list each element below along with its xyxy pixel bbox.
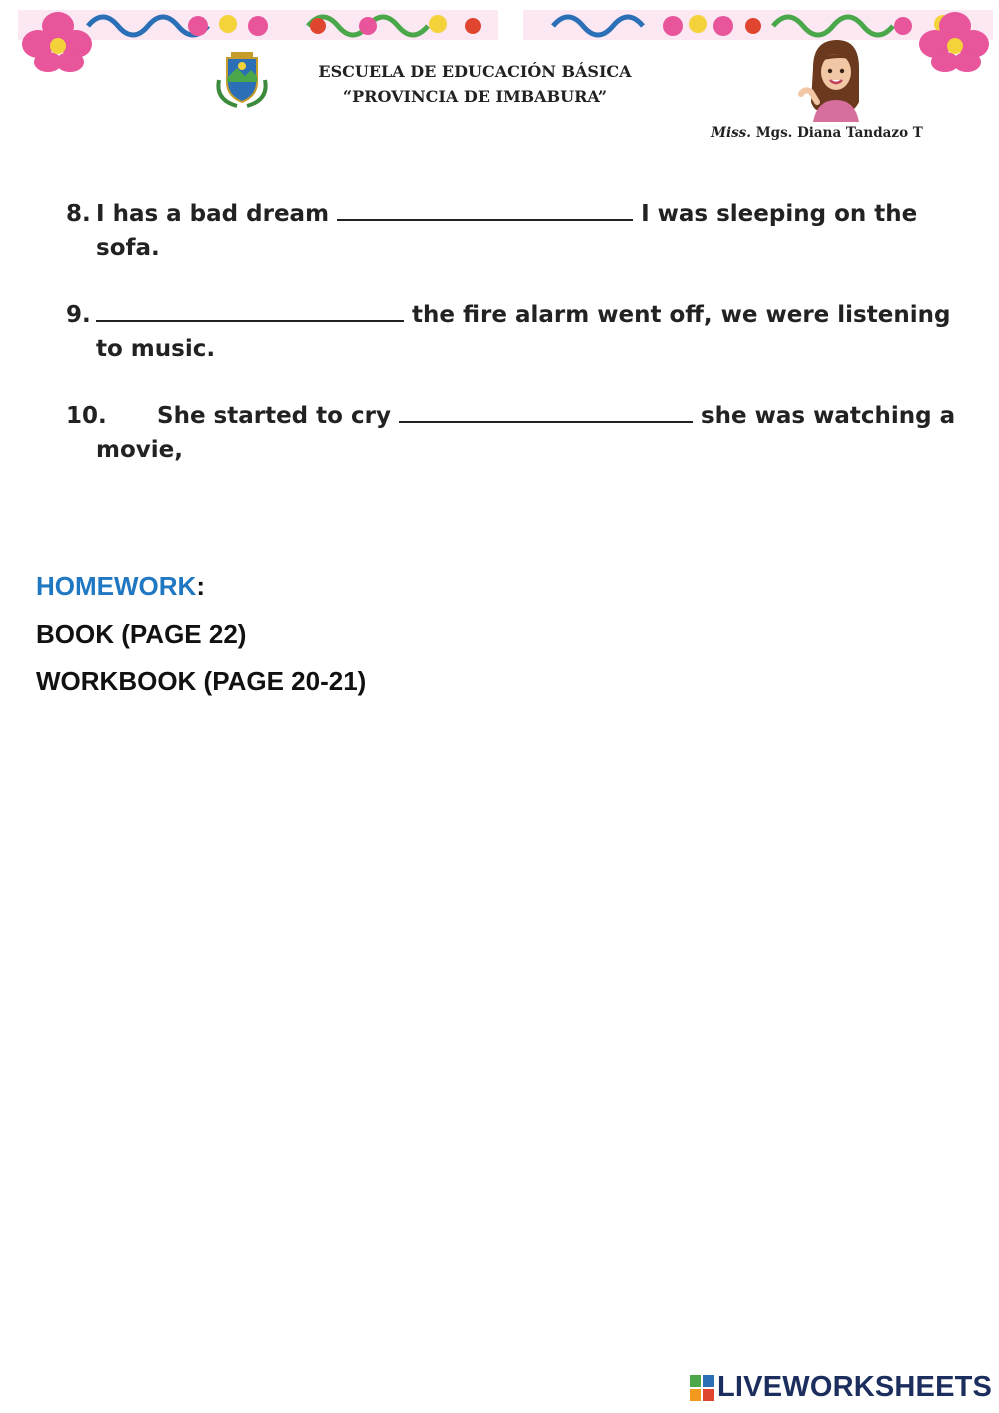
teacher-avatar: [795, 38, 875, 122]
homework-label: HOMEWORK: [36, 571, 197, 601]
teacher-name: Mgs. Diana Tandazo T: [755, 125, 923, 141]
exercise-continuation: movie,: [96, 437, 183, 463]
exercise-text-after: I was sleeping on the: [641, 201, 918, 227]
teacher-prefix: Miss.: [711, 125, 751, 141]
exercise-text-after: she was watching a: [700, 403, 956, 429]
homework-colon: :: [196, 571, 205, 601]
answer-blank[interactable]: [399, 397, 693, 423]
answer-blank[interactable]: [96, 296, 404, 322]
school-name: ESCUELA DE EDUCACIÓN BÁSICA: [318, 62, 632, 81]
exercise-text-after: the fire alarm went off, we were listening: [412, 302, 951, 328]
school-crest-icon: [213, 50, 271, 108]
pink-flower-left-icon: [18, 8, 98, 72]
exercise-number: 8.: [66, 201, 91, 227]
exercise-text-before: I has a bad dream: [96, 201, 330, 227]
liveworksheets-brand: LIVEWORKSHEETS: [717, 1371, 993, 1403]
homework-workbook: WORKBOOK (PAGE 20-21): [36, 666, 367, 696]
answer-blank[interactable]: [337, 195, 633, 221]
homework-book: BOOK (PAGE 22): [36, 619, 247, 649]
exercise-number: 9.: [66, 302, 91, 328]
exercise-continuation: to music.: [96, 336, 216, 362]
homework-title: [36, 571, 205, 602]
pink-flower-right-icon: [915, 8, 995, 72]
exercise-10: [66, 397, 961, 467]
school-province: “PROVINCIA DE IMBABURA”: [342, 87, 608, 106]
exercise-number: 10.: [66, 403, 107, 429]
exercise-continuation: sofa.: [96, 235, 160, 261]
exercise-9: [66, 296, 961, 366]
liveworksheets-logo-icon: [690, 1375, 714, 1401]
exercise-text-before: She started to cry: [157, 403, 391, 429]
exercise-8: [66, 195, 961, 265]
teacher-credit: [711, 125, 923, 141]
